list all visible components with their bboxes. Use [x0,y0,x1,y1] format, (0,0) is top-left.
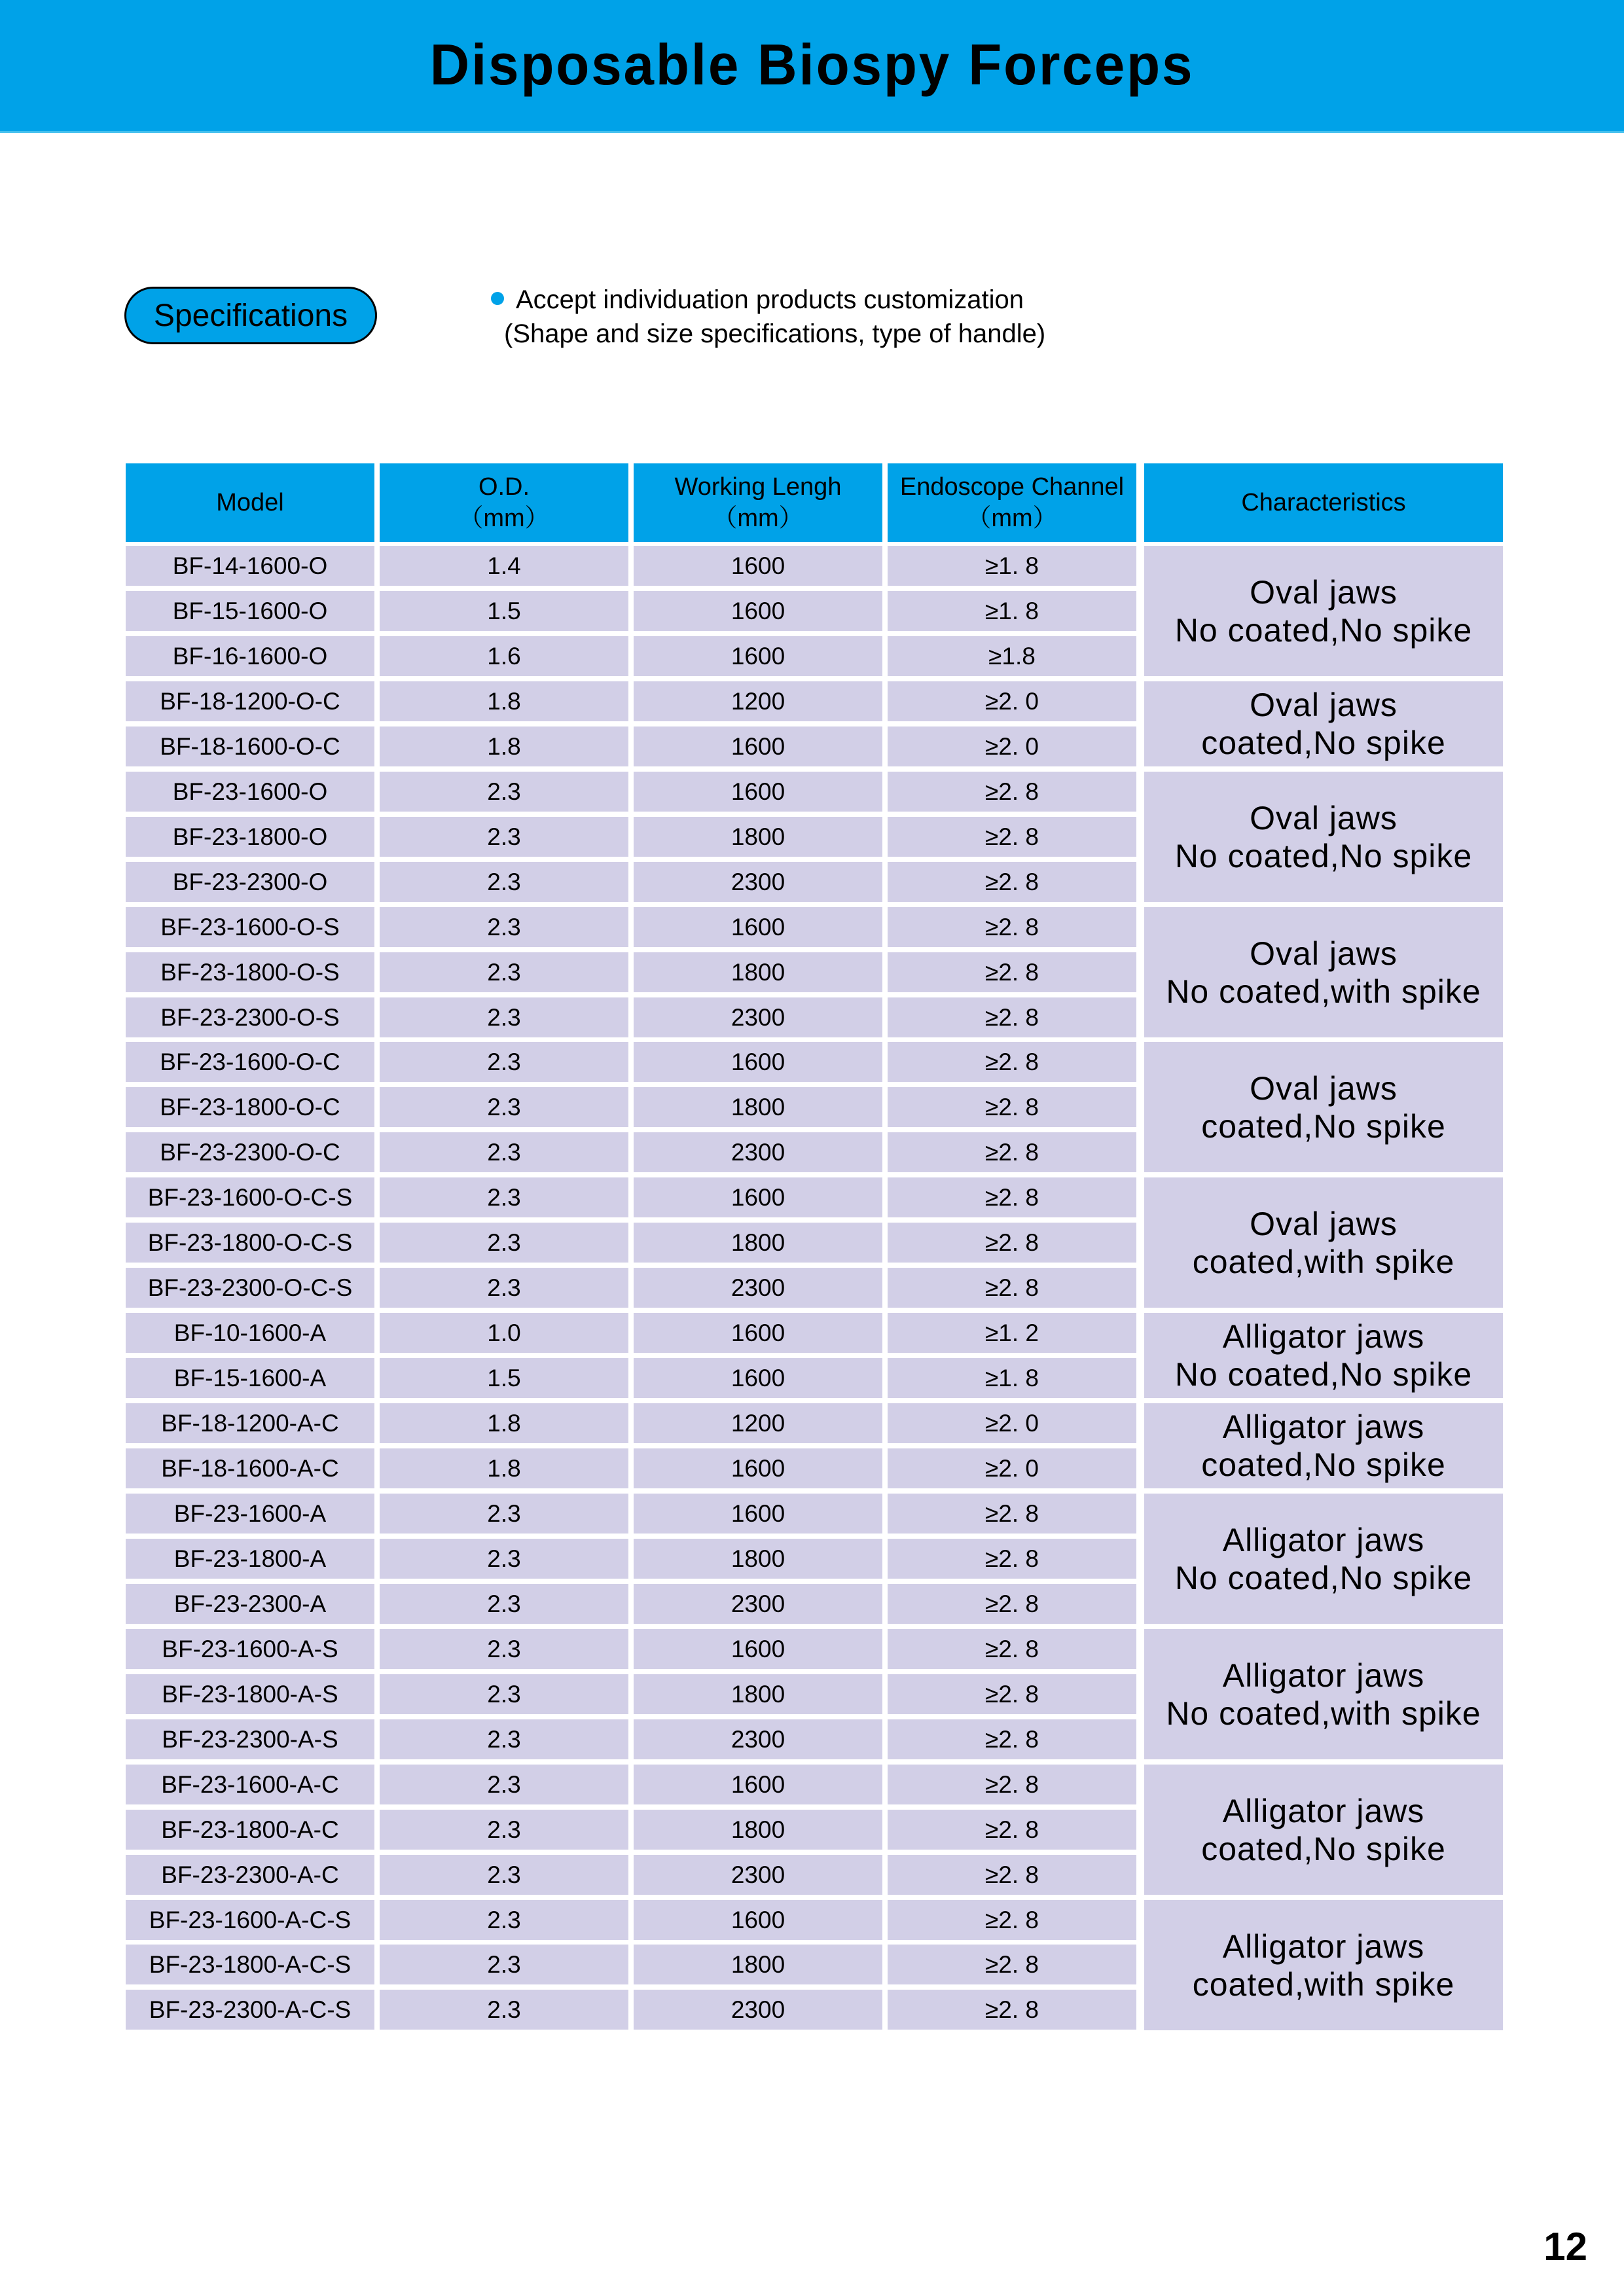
cell-model: BF-16-1600-O [126,636,374,676]
cell-od: 2.3 [380,1539,628,1579]
jaw-type: Oval jaws [1250,1069,1398,1107]
cell-working-length: 1600 [634,772,882,812]
cell-model: BF-23-1800-O-S [126,952,374,992]
cell-working-length: 1800 [634,817,882,857]
cell-characteristics [1144,1629,1503,1759]
cell-model: BF-23-2300-O-C-S [126,1268,374,1308]
cell-endoscope-channel: ≥2. 0 [888,1403,1136,1443]
header-od [380,463,628,542]
bullet-dot-icon [491,292,504,305]
coating-spike: coated,No spike [1201,1107,1446,1145]
cell-od: 2.3 [380,1177,628,1217]
cell-model: BF-23-1800-A-C [126,1810,374,1850]
cell-working-length: 1200 [634,681,882,721]
cell-working-length: 2300 [634,1990,882,2030]
cell-endoscope-channel: ≥2. 8 [888,1719,1136,1759]
cell-working-length: 1600 [634,636,882,676]
cell-od: 1.8 [380,726,628,766]
cell-model: BF-23-1600-A [126,1494,374,1534]
cell-working-length: 2300 [634,997,882,1037]
jaw-type: Oval jaws [1250,573,1398,611]
cell-model: BF-14-1600-O [126,546,374,586]
cell-od: 2.3 [380,817,628,857]
cell-model: BF-23-1800-O-C [126,1087,374,1127]
cell-model: BF-23-1600-O-C [126,1042,374,1082]
cell-od: 1.4 [380,546,628,586]
jaw-type: Alligator jaws [1222,1657,1425,1694]
cell-endoscope-channel: ≥2. 8 [888,1132,1136,1172]
cell-endoscope-channel: ≥2. 8 [888,1810,1136,1850]
cell-model: BF-23-1600-O [126,772,374,812]
cell-model: BF-23-1600-A-C-S [126,1900,374,1940]
coating-spike: No coated,No spike [1174,1356,1473,1393]
cell-characteristics [1144,1042,1503,1172]
cell-model: BF-23-2300-A-C-S [126,1990,374,2030]
cell-endoscope-channel: ≥2. 0 [888,726,1136,766]
cell-od: 2.3 [380,952,628,992]
cell-model: BF-23-2300-O [126,862,374,902]
cell-od: 2.3 [380,1087,628,1127]
cell-od: 2.3 [380,1765,628,1804]
cell-endoscope-channel: ≥2. 0 [888,1448,1136,1488]
note-line-1: Accept individuation products customization [516,285,1024,314]
cell-od: 1.5 [380,1358,628,1398]
cell-model: BF-23-2300-A [126,1584,374,1624]
cell-od: 2.3 [380,862,628,902]
cell-working-length: 1600 [634,1765,882,1804]
coating-spike: coated,with spike [1192,1965,1455,2003]
cell-endoscope-channel: ≥2. 0 [888,681,1136,721]
cell-working-length: 1800 [634,1674,882,1714]
cell-working-length: 1600 [634,1313,882,1353]
header-characteristics [1144,463,1503,542]
cell-characteristics [1144,1313,1503,1398]
header-label: Working Lengh [674,473,842,501]
cell-working-length: 1200 [634,1403,882,1443]
coating-spike: coated,No spike [1201,1830,1446,1867]
header-model [126,463,374,542]
header-label: Characteristics [1241,489,1406,516]
cell-endoscope-channel: ≥2. 8 [888,1539,1136,1579]
cell-endoscope-channel: ≥2. 8 [888,1042,1136,1082]
cell-od: 1.0 [380,1313,628,1353]
cell-characteristics [1144,1494,1503,1624]
cell-characteristics [1144,772,1503,902]
cell-od: 1.8 [380,1403,628,1443]
cell-characteristics [1144,1900,1503,2030]
cell-endoscope-channel: ≥1. 2 [888,1313,1136,1353]
header-label: Model [216,489,284,516]
cell-endoscope-channel: ≥2. 8 [888,1494,1136,1534]
cell-working-length: 1800 [634,1539,882,1579]
coating-spike: No coated,No spike [1174,837,1473,874]
cell-model: BF-23-1800-O-C-S [126,1223,374,1263]
cell-od: 1.8 [380,1448,628,1488]
cell-working-length: 1600 [634,907,882,947]
header-label: Endoscope Channel [899,473,1125,501]
jaw-type: Alligator jaws [1222,1792,1425,1829]
coating-spike: No coated,with spike [1166,1695,1481,1732]
cell-od: 2.3 [380,907,628,947]
header-endoscope-channel [888,463,1136,542]
cell-endoscope-channel: ≥2. 8 [888,1087,1136,1127]
cell-model: BF-18-1200-O-C [126,681,374,721]
header-unit: （mm） [966,505,1058,532]
cell-endoscope-channel: ≥2. 8 [888,1945,1136,1984]
cell-endoscope-channel: ≥2. 8 [888,817,1136,857]
cell-endoscope-channel: ≥2. 8 [888,1855,1136,1895]
jaw-type: Alligator jaws [1222,1928,1425,1965]
header-working-length [634,463,882,542]
coating-spike: No coated,with spike [1166,973,1481,1010]
jaw-type: Oval jaws [1250,799,1398,836]
cell-od: 1.6 [380,636,628,676]
cell-characteristics [1144,1765,1503,1895]
cell-od: 2.3 [380,1945,628,1984]
cell-characteristics [1144,546,1503,676]
cell-od: 2.3 [380,1494,628,1534]
cell-endoscope-channel: ≥2. 8 [888,997,1136,1037]
jaw-type: Alligator jaws [1222,1408,1425,1445]
cell-od: 2.3 [380,1900,628,1940]
cell-od: 1.8 [380,681,628,721]
cell-working-length: 1600 [634,546,882,586]
cell-endoscope-channel: ≥2. 8 [888,1990,1136,2030]
cell-od: 2.3 [380,1268,628,1308]
cell-model: BF-23-1600-O-C-S [126,1177,374,1217]
cell-model: BF-23-1800-A [126,1539,374,1579]
cell-working-length: 2300 [634,862,882,902]
cell-endoscope-channel: ≥1. 8 [888,546,1136,586]
cell-working-length: 2300 [634,1855,882,1895]
cell-working-length: 1600 [634,591,882,631]
cell-endoscope-channel: ≥2. 8 [888,1765,1136,1804]
cell-working-length: 1600 [634,726,882,766]
cell-model: BF-23-1600-O-S [126,907,374,947]
cell-model: BF-23-1600-A-C [126,1765,374,1804]
cell-model: BF-23-1800-A-S [126,1674,374,1714]
jaw-type: Oval jaws [1250,687,1398,723]
cell-model: BF-15-1600-A [126,1358,374,1398]
cell-od: 2.3 [380,772,628,812]
cell-model: BF-23-2300-A-S [126,1719,374,1759]
cell-model: BF-15-1600-O [126,591,374,631]
cell-model: BF-18-1600-A-C [126,1448,374,1488]
header-label: O.D. [478,473,530,501]
cell-od: 2.3 [380,1584,628,1624]
cell-working-length: 1600 [634,1629,882,1669]
specifications-badge: Specifications [124,287,377,344]
cell-model: BF-23-1800-A-C-S [126,1945,374,1984]
cell-od: 2.3 [380,1042,628,1082]
cell-model: BF-23-1800-O [126,817,374,857]
cell-endoscope-channel: ≥2. 8 [888,952,1136,992]
cell-characteristics [1144,681,1503,766]
cell-endoscope-channel: ≥2. 8 [888,1674,1136,1714]
header-unit: （mm） [712,505,804,532]
cell-working-length: 2300 [634,1132,882,1172]
cell-working-length: 1800 [634,1223,882,1263]
cell-od: 2.3 [380,1629,628,1669]
cell-working-length: 2300 [634,1268,882,1308]
cell-endoscope-channel: ≥2. 8 [888,1629,1136,1669]
cell-endoscope-channel: ≥2. 8 [888,772,1136,812]
customization-note [491,283,1045,351]
cell-model: BF-18-1600-O-C [126,726,374,766]
cell-endoscope-channel: ≥2. 8 [888,1584,1136,1624]
cell-working-length: 1800 [634,1087,882,1127]
header-unit: （mm） [458,505,550,532]
cell-od: 2.3 [380,1223,628,1263]
cell-characteristics [1144,1177,1503,1308]
cell-working-length: 1600 [634,1177,882,1217]
cell-working-length: 2300 [634,1719,882,1759]
cell-od: 2.3 [380,1719,628,1759]
cell-endoscope-channel: ≥2. 8 [888,1177,1136,1217]
cell-endoscope-channel: ≥2. 8 [888,1223,1136,1263]
cell-model: BF-18-1200-A-C [126,1403,374,1443]
cell-endoscope-channel: ≥2. 8 [888,1268,1136,1308]
cell-model: BF-23-2300-O-S [126,997,374,1037]
cell-characteristics [1144,907,1503,1037]
title-banner [0,0,1624,133]
page-number: 12 [1543,2225,1587,2269]
cell-od: 2.3 [380,1855,628,1895]
cell-working-length: 1600 [634,1358,882,1398]
coating-spike: No coated,No spike [1174,611,1473,649]
cell-od: 2.3 [380,1674,628,1714]
coating-spike: No coated,No spike [1174,1559,1473,1596]
cell-endoscope-channel: ≥1.8 [888,636,1136,676]
cell-working-length: 1800 [634,1810,882,1850]
cell-working-length: 1600 [634,1448,882,1488]
coating-spike: coated,No spike [1201,1446,1446,1483]
jaw-type: Alligator jaws [1222,1318,1425,1355]
coating-spike: coated,with spike [1192,1243,1455,1280]
cell-od: 2.3 [380,1990,628,2030]
jaw-type: Alligator jaws [1222,1521,1425,1558]
cell-endoscope-channel: ≥2. 8 [888,1900,1136,1940]
cell-model: BF-23-2300-A-C [126,1855,374,1895]
coating-spike: coated,No spike [1201,725,1446,761]
cell-working-length: 1800 [634,952,882,992]
page-title: Disposable Biospy Forceps [429,32,1195,97]
cell-od: 1.5 [380,591,628,631]
cell-endoscope-channel: ≥2. 8 [888,907,1136,947]
jaw-type: Oval jaws [1250,1205,1398,1242]
cell-od: 2.3 [380,1132,628,1172]
cell-working-length: 1600 [634,1494,882,1534]
cell-characteristics [1144,1403,1503,1488]
cell-endoscope-channel: ≥1. 8 [888,591,1136,631]
cell-endoscope-channel: ≥2. 8 [888,862,1136,902]
cell-model: BF-10-1600-A [126,1313,374,1353]
cell-working-length: 2300 [634,1584,882,1624]
jaw-type: Oval jaws [1250,935,1398,972]
cell-model: BF-23-2300-O-C [126,1132,374,1172]
cell-working-length: 1600 [634,1042,882,1082]
cell-od: 2.3 [380,1810,628,1850]
cell-working-length: 1600 [634,1900,882,1940]
cell-model: BF-23-1600-A-S [126,1629,374,1669]
cell-od: 2.3 [380,997,628,1037]
cell-endoscope-channel: ≥1. 8 [888,1358,1136,1398]
cell-working-length: 1800 [634,1945,882,1984]
note-line-2: (Shape and size specifications, type of handle) [504,319,1046,348]
